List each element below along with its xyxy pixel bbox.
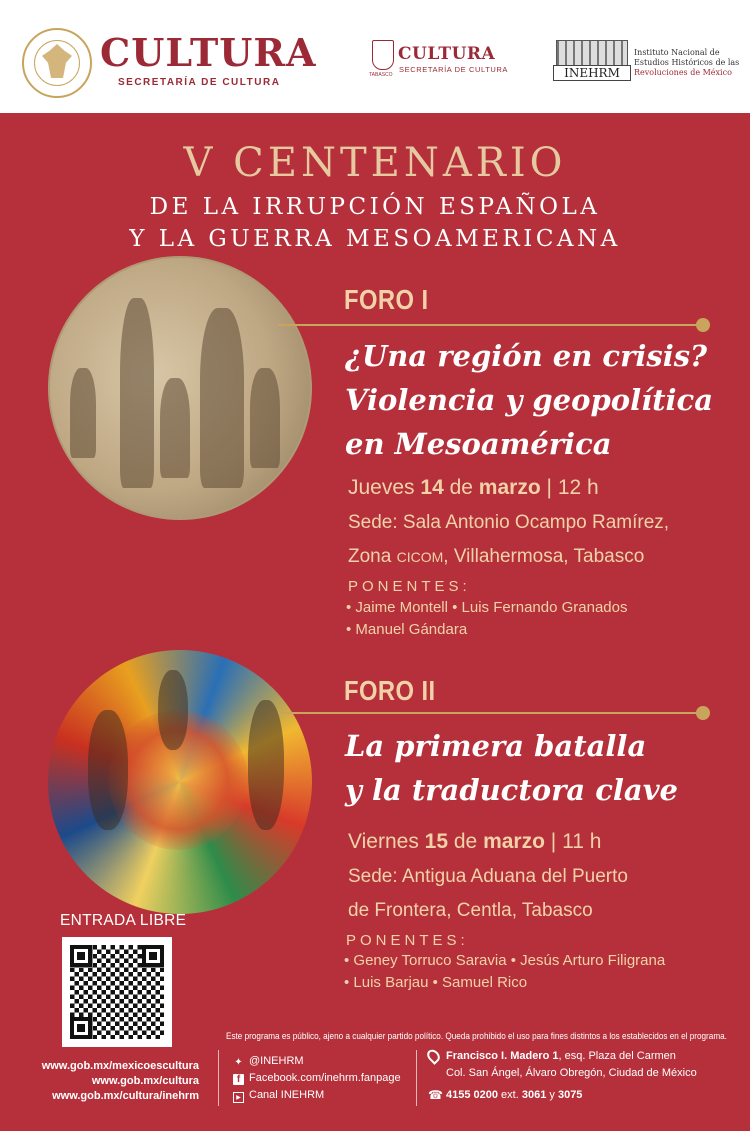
inehrm-building-icon (556, 40, 628, 66)
foro1-ponentes-list: • Jaime Montell • Luis Fernando Granados • Manuel Gándara (346, 599, 628, 638)
foro2-ponentes-list: • Geney Torruco Saravia • Jesús Arturo Filigrana • Luis Barjau • Samuel Rico (344, 952, 666, 991)
facebook-icon: f (233, 1074, 244, 1085)
social-facebook[interactable]: f Facebook.com/inehrm.fanpage (233, 1072, 401, 1085)
link-inehrm[interactable]: www.gob.mx/cultura/inehrm (52, 1090, 199, 1102)
address-line1: Francisco I. Madero 1, esq. Plaza del Carmen (446, 1050, 676, 1062)
tabasco-cultura-subtitle: SECRETARÍA DE CULTURA (399, 65, 509, 74)
cultura-logo-text: CULTURA (100, 30, 317, 75)
foro2-title: La primera batalla y la traductora clave (345, 729, 679, 807)
link-mexicoescultura[interactable]: www.gob.mx/mexicoescultura (41, 1060, 199, 1072)
foro2-label: FORO II (344, 675, 436, 706)
foro1-title: ¿Una región en crisis? Violencia y geopolítica en Mesoamérica (345, 339, 713, 461)
address-line2: Col. San Ángel, Álvaro Obregón, Ciudad de México (446, 1067, 697, 1079)
foro2-illustration (48, 650, 312, 914)
tabasco-cultura-text: CULTURA (398, 44, 496, 64)
free-entry-label: ENTRADA LIBRE (60, 912, 187, 929)
foro2-date: Viernes 15 de marzo | 11 h (348, 830, 602, 853)
phone-number: 4155 0200 ext. 3061 y 3075 (446, 1089, 583, 1101)
event-subtitle-line2: Y LA GUERRA MESOAMERICANA (129, 226, 621, 252)
foro1-divider-dot (696, 318, 710, 332)
foro1-ponentes-heading: PONENTES: (348, 578, 471, 595)
social-youtube[interactable]: ▶ Canal INEHRM (233, 1089, 324, 1103)
tabasco-emblem-icon (372, 40, 394, 70)
foro2-ponentes-heading: PONENTES: (346, 932, 469, 949)
phone-icon: ☎ (428, 1088, 443, 1102)
inehrm-full-name: Instituto Nacional de Estudios Históricos de las Revoluciones de México (634, 48, 740, 77)
footer-divider-1 (218, 1050, 219, 1106)
event-subtitle-line1: DE LA IRRUPCIÓN ESPAÑOLA (149, 194, 601, 220)
disclaimer: Este programa es público, ajeno a cualquier partido político. Queda prohibido el uso para fines distintos a los establecidos en el programa. (226, 1031, 727, 1042)
footer-divider-2 (416, 1050, 417, 1106)
foro1-illustration (48, 256, 312, 520)
inehrm-logo-text: INEHRM (553, 65, 631, 81)
seal-icon (22, 28, 92, 98)
foro1-venue: Sede: Sala Antonio Ocampo Ramírez, Zona CICOM, Villahermosa, Tabasco (348, 512, 670, 567)
foro1-label: FORO I (344, 284, 429, 315)
foro2-venue: Sede: Antigua Aduana del Puerto de Frontera, Centla, Tabasco (348, 866, 628, 921)
social-twitter[interactable]: ✦ @INEHRM (234, 1055, 304, 1068)
youtube-icon: ▶ (233, 1092, 244, 1103)
twitter-icon: ✦ (234, 1057, 243, 1068)
foro1-divider (278, 324, 700, 326)
location-pin-icon (425, 1047, 443, 1065)
cultura-logo-subtitle: SECRETARÍA DE CULTURA (118, 77, 281, 88)
foro2-divider-dot (696, 706, 710, 720)
foro1-date: Jueves 14 de marzo | 12 h (348, 476, 599, 499)
tabasco-emblem-label: TABASCO (369, 72, 393, 78)
header-bar (0, 0, 750, 113)
link-cultura[interactable]: www.gob.mx/cultura (91, 1075, 199, 1087)
event-title: V CENTENARIO (183, 140, 567, 186)
foro2-divider (278, 712, 700, 714)
qr-code[interactable] (62, 937, 172, 1047)
